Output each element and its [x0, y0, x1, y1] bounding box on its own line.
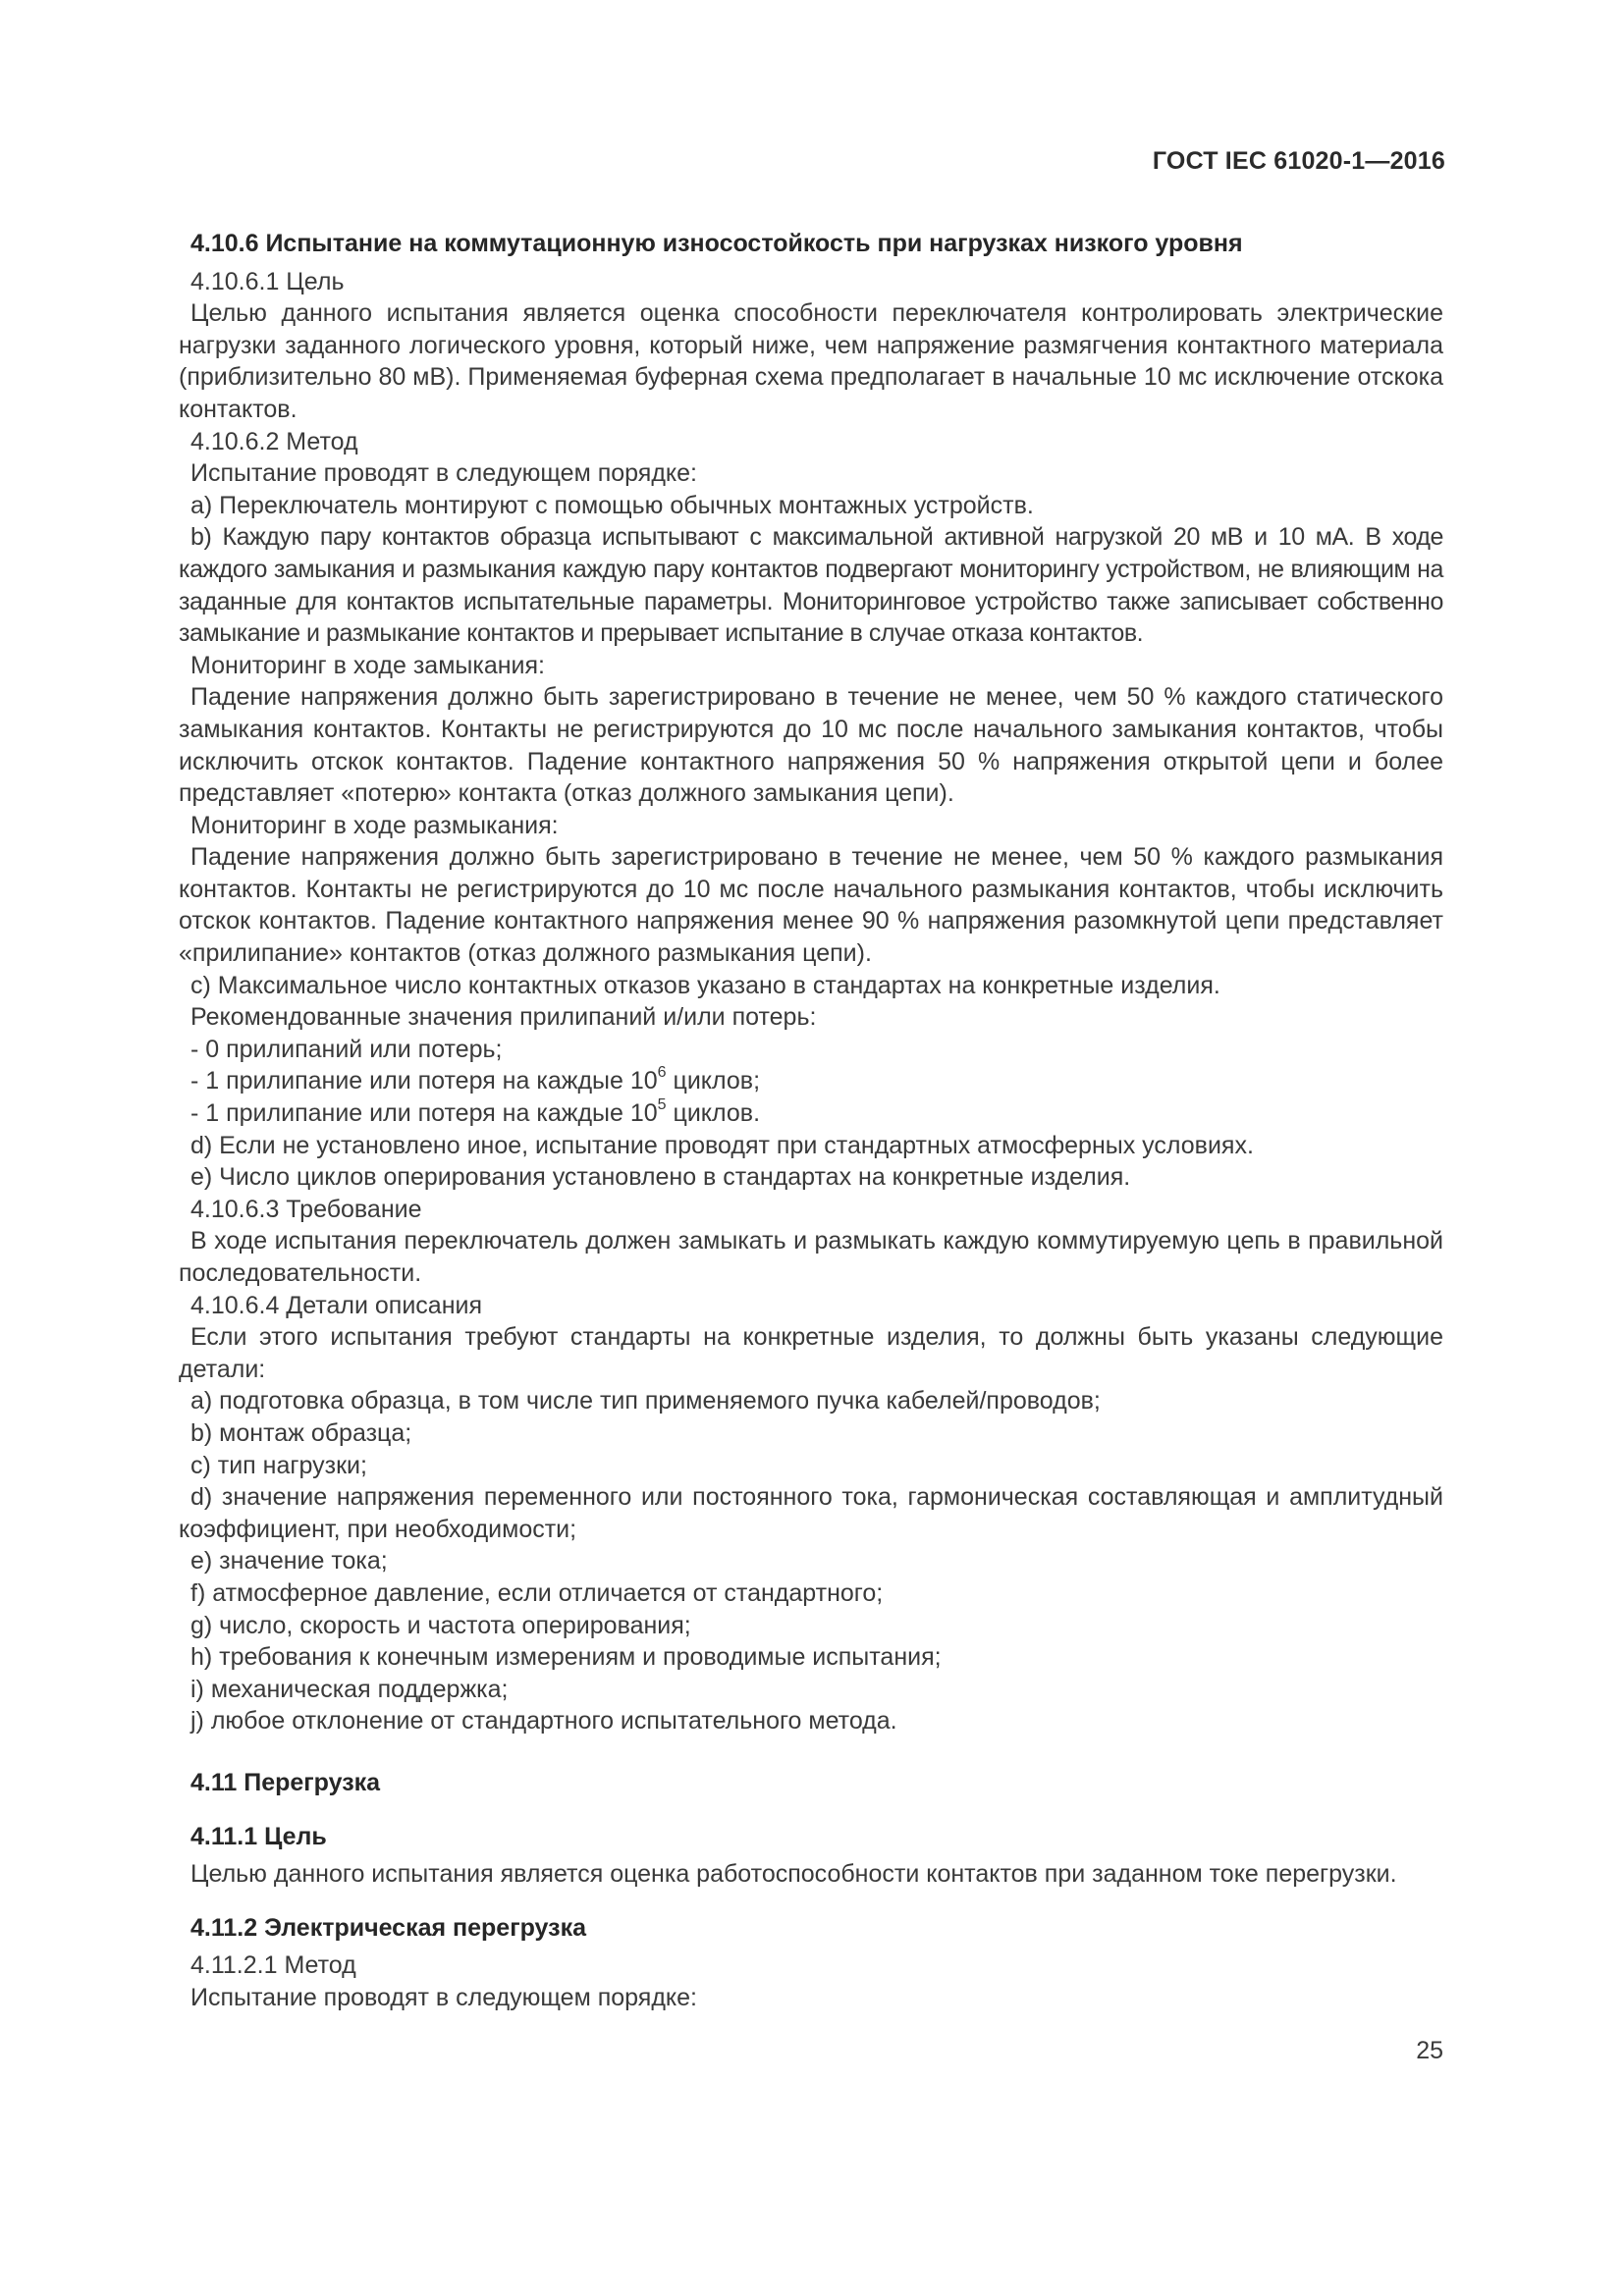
- recommended-value-2-suffix: циклов;: [666, 1067, 761, 1095]
- recommended-values-title: Рекомендованные значения прилипаний и/или потерь:: [190, 1003, 817, 1032]
- details-list-item: j) любое отклонение от стандартного испытательного метода.: [190, 1707, 897, 1735]
- paragraph-method-intro: Испытание проводят в следующем порядке:: [190, 459, 697, 488]
- monitoring-open-title: Мониторинг в ходе размыкания:: [190, 811, 559, 839]
- monitoring-open-text: Падение напряжения должно быть зарегистрировано в течение не менее, чем 50 % каждого размыкания контактов. Контакты не регистрируются до 10 мс после начального размыкания контактов, чтобы исключить отскок контактов. Падение контактного напряжения менее 90 % напряжения разомкнутой цепи представляет «прилипание» контактов (отказ должного размыкания цепи).: [179, 843, 1443, 968]
- recommended-value-2-exponent: 6: [657, 1064, 667, 1082]
- list-item-e: e) Число циклов оперирования установлено в стандартах на конкретные изделия.: [190, 1163, 1131, 1192]
- page-number: 25: [1416, 2037, 1443, 2064]
- paragraph-overload-goal: Целью данного испытания является оценка работоспособности контактов при заданном токе перегрузки.: [190, 1860, 1397, 1889]
- details-list-item: g) число, скорость и частота оперирования;: [190, 1611, 691, 1639]
- subsection-title-goal: 4.10.6.1 Цель: [190, 267, 345, 295]
- subsection-title-method: 4.10.6.2 Метод: [190, 427, 358, 455]
- list-item-b: b) Каждую пару контактов образца испытывают с максимальной активной нагрузкой 20 мВ и 10 мА. В ходе каждого замыкания и размыкания каждую пару контактов подвергают мониторингу устройством, не влияющим на заданные для контактов испытательные параметры. Мониторинговое устройство также записывает собственно замыкание и размыкание контактов и прерывает испытание в случае отказа контактов.: [179, 523, 1443, 648]
- paragraph-overload-method-intro: Испытание проводят в следующем порядке:: [190, 1983, 697, 2011]
- subsection-title-4-11-2-1: 4.11.2.1 Метод: [190, 1951, 356, 1980]
- section-heading-4-10-6: 4.10.6 Испытание на коммутационную износостойкость при нагрузках низкого уровня: [190, 230, 1243, 257]
- section-heading-4-11-2: 4.11.2 Электрическая перегрузка: [190, 1913, 586, 1942]
- list-item-c: c) Максимальное число контактных отказов указано в стандартах на конкретные изделия.: [190, 971, 1220, 999]
- recommended-value-3: [179, 1097, 1443, 1130]
- document-body: [179, 228, 1443, 2013]
- details-list-item: h) требования к конечным измерениям и проводимые испытания;: [190, 1643, 942, 1672]
- section-heading-4-11-1: 4.11.1 Цель: [190, 1822, 327, 1850]
- details-list-item: d) значение напряжения переменного или постоянного тока, гармоническая составляющая и амплитудный коэффициент, при необходимости;: [179, 1483, 1443, 1543]
- details-list-item: e) значение тока;: [190, 1547, 388, 1575]
- details-list-item: f) атмосферное давление, если отличается от стандартного;: [190, 1578, 884, 1607]
- subsection-title-requirement: 4.10.6.3 Требование: [190, 1195, 422, 1223]
- paragraph-details-intro: Если этого испытания требуют стандарты на конкретные изделия, то должны быть указаны следующие детали:: [179, 1323, 1443, 1383]
- subsection-title-details: 4.10.6.4 Детали описания: [190, 1291, 482, 1319]
- paragraph-goal: Целью данного испытания является оценка способности переключателя контролировать электрические нагрузки заданного логического уровня, который ниже, чем напряжение размягчения контактного материала (приблизительно 80 мВ). Применяемая буферная схема предполагает в начальные 10 мс исключение отскока контактов.: [179, 299, 1443, 423]
- monitoring-close-title: Мониторинг в ходе замыкания:: [190, 651, 545, 679]
- details-list-item: c) тип нагрузки;: [190, 1451, 367, 1479]
- list-item-a: а) Переключатель монтируют с помощью обычных монтажных устройств.: [190, 491, 1034, 519]
- paragraph-requirement: В ходе испытания переключатель должен замыкать и размыкать каждую коммутируемую цепь в правильной последовательности.: [179, 1227, 1443, 1287]
- details-list-item: i) механическая поддержка;: [190, 1675, 509, 1703]
- section-heading-4-11: 4.11 Перегрузка: [190, 1768, 381, 1796]
- recommended-value-3-text: - 1 прилипание или потеря на каждые 10: [190, 1099, 658, 1128]
- recommended-value-2-text: - 1 прилипание или потеря на каждые 10: [190, 1067, 658, 1095]
- details-list-item: a) подготовка образца, в том числе тип применяемого пучка кабелей/проводов;: [190, 1387, 1101, 1415]
- document-code-header: ГОСТ IEC 61020-1—2016: [1152, 147, 1445, 175]
- list-item-d: d) Если не установлено иное, испытание проводят при стандартных атмосферных условиях.: [190, 1131, 1254, 1159]
- recommended-value-3-suffix: циклов.: [666, 1099, 761, 1128]
- details-list-item: b) монтаж образца;: [190, 1418, 412, 1447]
- monitoring-close-text: Падение напряжения должно быть зарегистрировано в течение не менее, чем 50 % каждого статического замыкания контактов. Контакты не регистрируются до 10 мс после начального замыкания контактов, чтобы исключить отскок контактов. Падение контактного напряжения 50 % напряжения открытой цепи и более представляет «потерю» контакта (отказ должного замыкания цепи).: [179, 683, 1443, 808]
- recommended-value-3-exponent: 5: [657, 1096, 667, 1114]
- recommended-value-1: - 0 прилипаний или потерь;: [190, 1035, 503, 1063]
- recommended-value-2: [179, 1065, 1443, 1097]
